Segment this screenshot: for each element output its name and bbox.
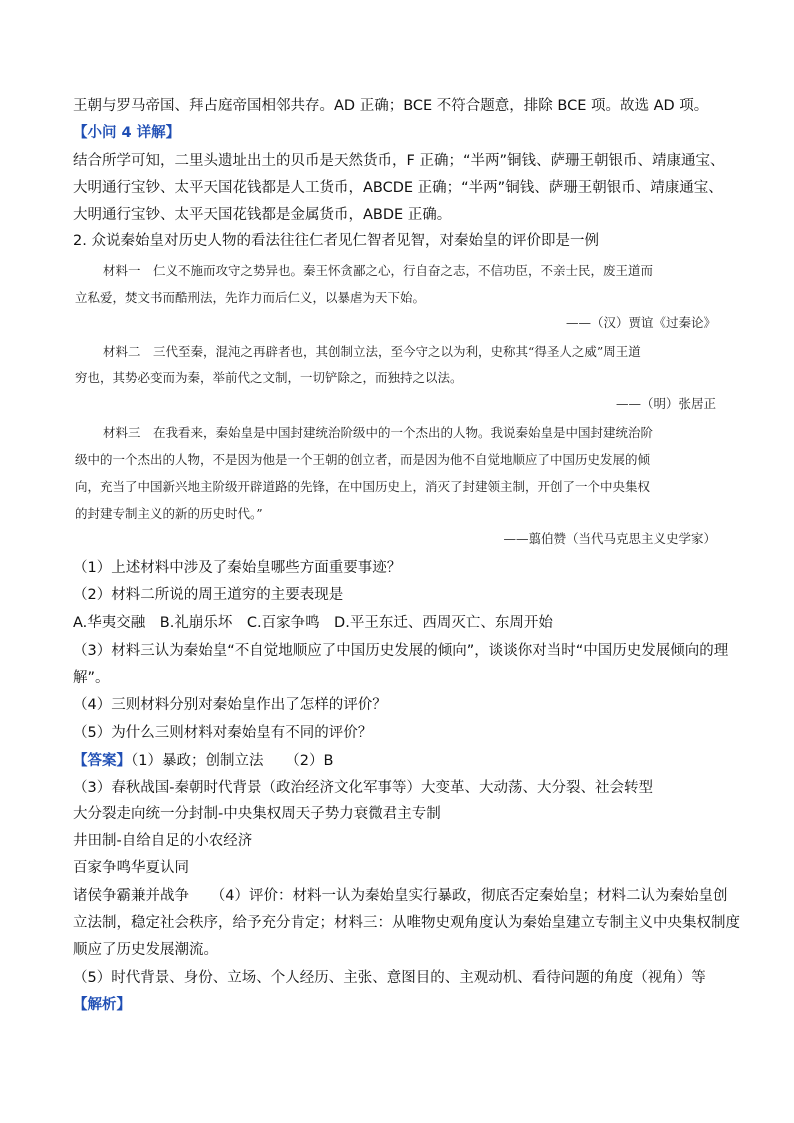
options-line: A.华夷交融 B.礼崩乐坏 C.百家争鸣 D.平王东迁、西周灭亡、东周开始 — [73, 615, 553, 631]
answer-text: （1）暴政；创制立法 （2）B — [131, 753, 334, 769]
text-line: 王朝与罗马帝国、拜占庭帝国相邻共存。AD 正确；BCE 不符合题意，排除 BCE 项。故选 AD 项。 — [73, 98, 709, 114]
answer-line: （5）时代背景、身份、立场、个人经历、主张、意图目的、主观动机、看待问题的角度（视角）等 — [73, 970, 706, 986]
question-stem: 2. 众说秦始皇对历史人物的看法往往仁者见仁智者见智，对秦始皇的评价即是一例 — [73, 233, 599, 249]
answer-line: 百家争鸣华夏认同 — [73, 860, 189, 876]
question-line: （2）材料二所说的周王道穷的主要表现是 — [73, 587, 344, 603]
question-line: （5）为什么三则材料对秦始皇有不同的评价？ — [73, 725, 373, 741]
material-2-line: 材料二 三代至秦，混沌之再辟者也，其创制立法，至今守之以为利，史称其“得圣人之威”周王道 — [103, 344, 641, 359]
material-3-source: ——翦伯赞（当代马克思主义史学家） — [503, 531, 716, 546]
answer-line: 井田制-自给自足的小农经济 — [73, 833, 253, 849]
answer-line — [73, 751, 333, 771]
material-1-source: ——（汉）贾谊《过秦论》 — [565, 315, 716, 330]
question-line: 解”。 — [73, 670, 110, 686]
answer-line: 顺应了历史发展潮流。 — [73, 942, 218, 958]
answer-line: 诸侯争霸兼并战争 （4）评价：材料一认为秦始皇实行暴政，彻底否定秦始皇；材料二认为秦始皇创 — [73, 888, 728, 904]
answer-line: 立法制，稳定社会秩序，给予充分肯定；材料三：从唯物史观角度认为秦始皇建立专制主义中央集权制度 — [73, 915, 740, 931]
question-line: （1）上述材料中涉及了秦始皇哪些方面重要事迹？ — [73, 560, 402, 576]
answer-label: 【答案】 — [73, 753, 131, 769]
question-line: （4）三则材料分别对秦始皇作出了怎样的评价？ — [73, 697, 387, 713]
material-3-line: 级中的一个杰出的人物，不是因为他是一个王朝的创立者，而是因为他不自觉地顺应了中国历史发展的倾 — [75, 452, 651, 467]
material-3-line: 向，充当了中国新兴地主阶级开辟道路的先锋，在中国历史上，消灭了封建领主制，开创了一个中央集权 — [75, 479, 651, 494]
question-line: （3）材料三认为秦始皇“不自觉地顺应了中国历史发展的倾向”，谈谈你对当时“中国历史发展倾向的理 — [73, 643, 729, 659]
material-2-source: ——（明）张居正 — [615, 396, 716, 411]
material-3-line: 材料三 在我看来，秦始皇是中国封建统治阶级中的一个杰出的人物。我说秦始皇是中国封建统治阶 — [103, 425, 654, 440]
answer-line: （3）春秋战国-秦朝时代背景（政治经济文化军事等）大变革、大动荡、大分裂、社会转型 — [73, 780, 653, 796]
text-line: 大明通行宝钞、太平天国花钱都是人工货币，ABCDE 正确；“半两”铜钱、萨珊王朝银币、靖康通宝、 — [73, 180, 723, 196]
text-line: 大明通行宝钞、太平天国花钱都是金属货币，ABDE 正确。 — [73, 207, 452, 223]
section-heading: 【小问 4 详解】 — [73, 125, 181, 141]
material-3-line: 的封建专制主义的新的历史时代。” — [75, 506, 263, 521]
material-1-line: 立私爱，焚文书而酷刑法，先诈力而后仁义，以暴虐为天下始。 — [75, 290, 426, 305]
text-line: 结合所学可知，二里头遗址出土的贝币是天然货币，F 正确；“半两”铜钱、萨珊王朝银币、靖康通宝、 — [73, 153, 725, 169]
answer-line: 大分裂走向统一分封制-中央集权周天子势力衰微君主专制 — [73, 806, 441, 822]
analysis-label: 【解析】 — [73, 997, 131, 1013]
material-1-line: 材料一 仁义不施而攻守之势异也。秦王怀贪鄙之心，行自奋之志，不信功臣，不亲士民，废王道而 — [103, 263, 654, 278]
material-2-line: 穷也，其势必变而为秦，举前代之文制，一切铲除之，而独持之以法。 — [75, 370, 463, 385]
